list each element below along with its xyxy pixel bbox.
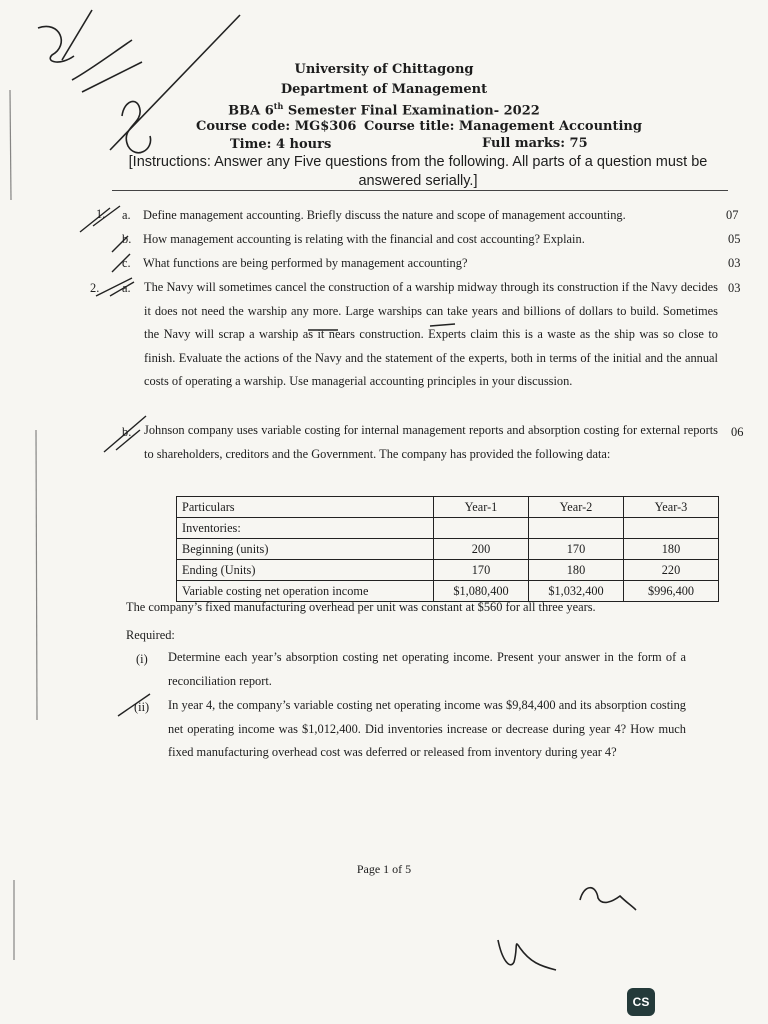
q1b-marks: 05: [728, 232, 741, 246]
req-ii-label: (ii): [134, 700, 150, 714]
q2b-text: Johnson company uses variable costing for internal management reports and absorption costing for external reports to shareholders, creditors and the Government. The company has provided the following data:: [144, 423, 718, 461]
q2b-label: b.: [122, 425, 132, 439]
table-cell: $1,080,400: [434, 581, 529, 602]
table-cell: Ending (Units): [177, 560, 434, 581]
required-label: Required:: [126, 628, 175, 642]
table-cell: 220: [624, 560, 719, 581]
exam-title: [0, 101, 768, 118]
table-row: [177, 560, 719, 581]
req-i-label: (i): [136, 652, 148, 666]
course-code: Course code: MG$306: [196, 119, 357, 134]
table-row: [177, 581, 719, 602]
full-marks: Full marks: 75: [482, 136, 588, 151]
req-ii-text: In year 4, the company’s variable costing net operating income was $9,84,400 and its absorption costing net operating income was $1,012,400. Did inventories increase or decrease during year 4? How much fixed manufacturing overhead cost was deferred or released from inventory during year 4?: [168, 698, 686, 759]
instructions: [Instructions: Answer any Five questions from the following. All parts of a question must be answered serially.]: [128, 154, 708, 189]
table-row: [177, 539, 719, 560]
table-cell: $1,032,400: [529, 581, 624, 602]
scan-edge-lines: [10, 90, 37, 960]
exam-title-prefix: BBA 6: [228, 103, 274, 119]
table-cell: 170: [529, 539, 624, 560]
q1-number: 1.: [96, 207, 106, 221]
q1a-label: a.: [122, 208, 131, 222]
q1c-marks: 03: [728, 256, 741, 270]
exam-title-sup: th: [273, 101, 284, 111]
table-header-row: [177, 497, 719, 518]
q1c-text: What functions are being performed by management accounting?: [143, 256, 468, 270]
table-cell: 170: [434, 560, 529, 581]
table-cell: $996,400: [624, 581, 719, 602]
q1c-label: c.: [122, 256, 131, 270]
q1a-marks: 07: [726, 208, 739, 222]
table-cell: Variable costing net operation income: [177, 581, 434, 602]
q1b-text: How management accounting is relating with the financial and cost accounting? Explain.: [143, 232, 585, 246]
inventory-table: [176, 496, 719, 602]
department-name: Department of Management: [280, 82, 488, 97]
table-cell: 200: [434, 539, 529, 560]
table-cell: [529, 518, 624, 539]
exam-title-suffix: Semester Final Examination- 2022: [283, 103, 540, 119]
q2b-marks: 06: [731, 425, 744, 439]
bottom-signatures: [498, 888, 636, 970]
table-header-cell: Particulars: [177, 497, 434, 518]
q1b-label: b.: [122, 232, 132, 246]
table-cell: Beginning (units): [177, 539, 434, 560]
table-cell: Inventories:: [177, 518, 434, 539]
overhead-note: The company’s fixed manufacturing overhead per unit was constant at $560 for all three years.: [126, 600, 596, 614]
req-i-text: Determine each year’s absorption costing net operating income. Present your answer in the form of a reconciliation report.: [168, 650, 686, 688]
university-name: University of Chittagong: [294, 62, 474, 77]
q1a-text: Define management accounting. Briefly discuss the nature and scope of management accounting.: [143, 208, 626, 222]
table-header-cell: Year-1: [434, 497, 529, 518]
table-row: [177, 518, 719, 539]
camscanner-badge: CS: [627, 988, 655, 1016]
table-cell: 180: [529, 560, 624, 581]
course-title: Course title: Management Accounting: [364, 119, 642, 134]
page-number: Page 1 of 5: [356, 862, 412, 876]
q2a-label: a.: [122, 281, 131, 295]
table-header-cell: Year-2: [529, 497, 624, 518]
q2a-marks: 03: [728, 281, 741, 295]
table-cell: [434, 518, 529, 539]
header-divider: [112, 190, 728, 191]
table-cell: [624, 518, 719, 539]
q2a-text: The Navy will sometimes cancel the construction of a warship midway through its construction if the Navy decides it does not need the warship any more. Large warships can take years and billions of dollars to build. Sometimes the Navy will scrap a warship as it nears construction. Experts claim this is a waste as the ship was so close to finish. Evaluate the actions of the Navy and the statement of the experts, both in terms of the initial and the annual costs of operating a warship. Use managerial accounting principles in your discussion.: [144, 280, 718, 388]
q2-number: 2.: [90, 281, 100, 295]
exam-time: Time: 4 hours: [230, 137, 332, 152]
table-header-cell: Year-3: [624, 497, 719, 518]
table-cell: 180: [624, 539, 719, 560]
